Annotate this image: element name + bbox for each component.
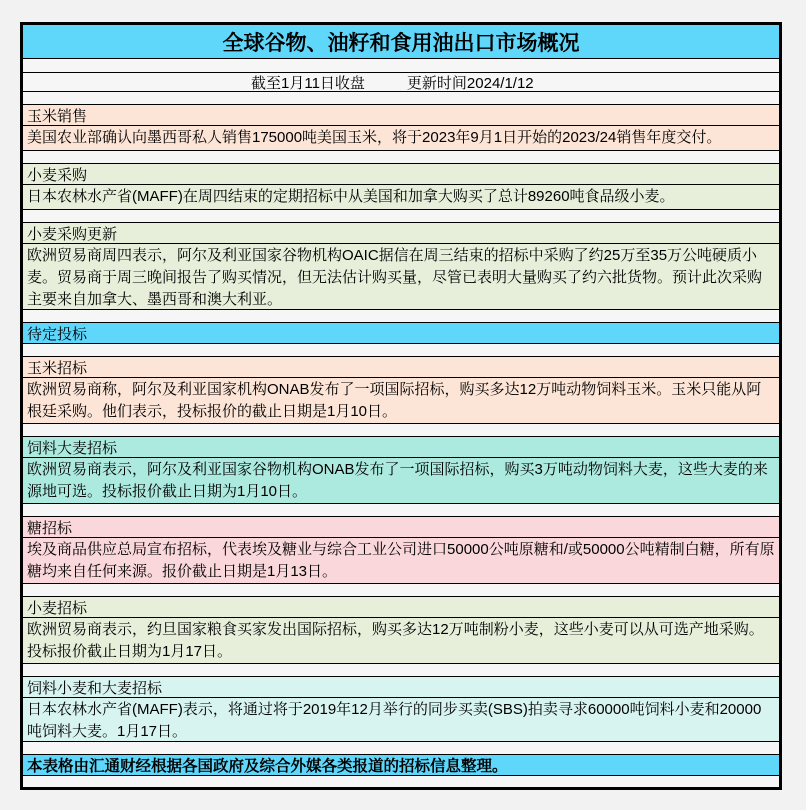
page-title [23, 25, 779, 59]
section-text: 日本农林水产省(MAFF)表示，将通过将于2019年12月举行的同步买卖(SBS)拍卖寻求60000吨饲料小麦和20000吨饲料大麦。1月17日。 [27, 701, 762, 740]
section-body-feed-barley-tender [23, 458, 779, 504]
spacer-row [23, 424, 779, 436]
section-body-wheat-purchase [23, 185, 779, 210]
date-row [23, 72, 779, 92]
section-body-wheat-tender [23, 618, 779, 664]
spacer-row [23, 344, 779, 356]
spacer-row [23, 310, 779, 322]
page-title-text: 全球谷物、油籽和食用油出口市场概况 [222, 30, 580, 55]
section-title: 小麦招标 [27, 599, 88, 617]
spacer-row [23, 151, 779, 163]
section-text: 欧洲贸易商表示，阿尔及利亚国家谷物机构ONAB发布了一项国际招标，购买3万吨动物饲料大麦，这些大麦的来源地可选。投标报价截止日期为1月10日。 [27, 461, 768, 500]
blank-row [23, 776, 779, 787]
section-text: 美国农业部确认向墨西哥私人销售175000吨美国玉米，将于2023年9月1日开始的2023/24销售年度交付。 [27, 129, 722, 146]
spacer-row [23, 664, 779, 676]
section-text: 欧洲贸易商周四表示，阿尔及利亚国家谷物机构OAIC据信在周三结束的招标中采购了约25万至35万公吨硬质小麦。贸易商于周三晚间报告了购买情况，但无法估计购买量，尽管已表明大量购买了约六批货物。预计此次采购主要来自加拿大、墨西哥和澳大利亚。 [27, 247, 763, 308]
section-header-corn-tender [23, 356, 779, 378]
section-body-sugar-tender [23, 538, 779, 584]
spacer-row [23, 504, 779, 516]
section-header-wheat-purchase [23, 163, 779, 185]
section-header-wheat-purchase-update [23, 222, 779, 244]
section-title: 待定投标 [27, 325, 88, 343]
section-text: 欧洲贸易商表示，约旦国家粮食买家发出国际招标，购买多达12万吨制粉小麦，这些小麦可以从可选产地采购。投标报价截止日期为1月17日。 [27, 621, 764, 660]
source-note-text: 本表格由汇通财经根据各国政府及综合外媒各类报道的招标信息整理。 [27, 758, 508, 775]
updated-label: 更新时间2024/1/12 [406, 74, 534, 92]
section-title: 玉米销售 [27, 107, 88, 125]
as-of-label: 截至1月11日收盘 [251, 74, 365, 92]
section-text: 日本农林水产省(MAFF)在周四结束的定期招标中从美国和加拿大购买了总计89260吨食品级小麦。 [27, 188, 675, 205]
market-overview-table [20, 22, 782, 790]
section-title: 小麦采购更新 [27, 225, 118, 243]
source-note-row [23, 754, 779, 776]
section-header-corn-sales [23, 104, 779, 126]
section-body-wheat-purchase-update [23, 244, 779, 310]
section-header-pending-tenders [23, 322, 779, 344]
section-header-wheat-tender [23, 596, 779, 618]
spacer-row [23, 210, 779, 222]
section-body-corn-sales [23, 126, 779, 151]
section-title: 饲料小麦和大麦招标 [27, 679, 163, 697]
section-header-sugar-tender [23, 516, 779, 538]
spacer-row [23, 742, 779, 754]
spacer-row [23, 584, 779, 596]
section-header-feed-wheat-barley-tender [23, 676, 779, 698]
section-title: 糖招标 [27, 519, 73, 537]
section-text: 埃及商品供应总局宣布招标，代表埃及糖业与综合工业公司进口50000公吨原糖和/或50000公吨精制白糖，所有原糖均来自任何来源。报价截止日期是1月13日。 [27, 541, 775, 580]
section-body-feed-wheat-barley-tender [23, 698, 779, 742]
blank-row [23, 59, 779, 72]
section-title: 小麦采购 [27, 166, 88, 184]
section-title: 玉米招标 [27, 359, 88, 377]
section-text: 欧洲贸易商称，阿尔及利亚国家机构ONAB发布了一项国际招标，购买多达12万吨动物饲料玉米。玉米只能从阿根廷采购。他们表示，投标报价的截止日期是1月10日。 [27, 381, 762, 420]
section-title: 饲料大麦招标 [27, 439, 118, 457]
section-header-feed-barley-tender [23, 436, 779, 458]
section-body-corn-tender [23, 378, 779, 424]
spacer-row [23, 92, 779, 104]
